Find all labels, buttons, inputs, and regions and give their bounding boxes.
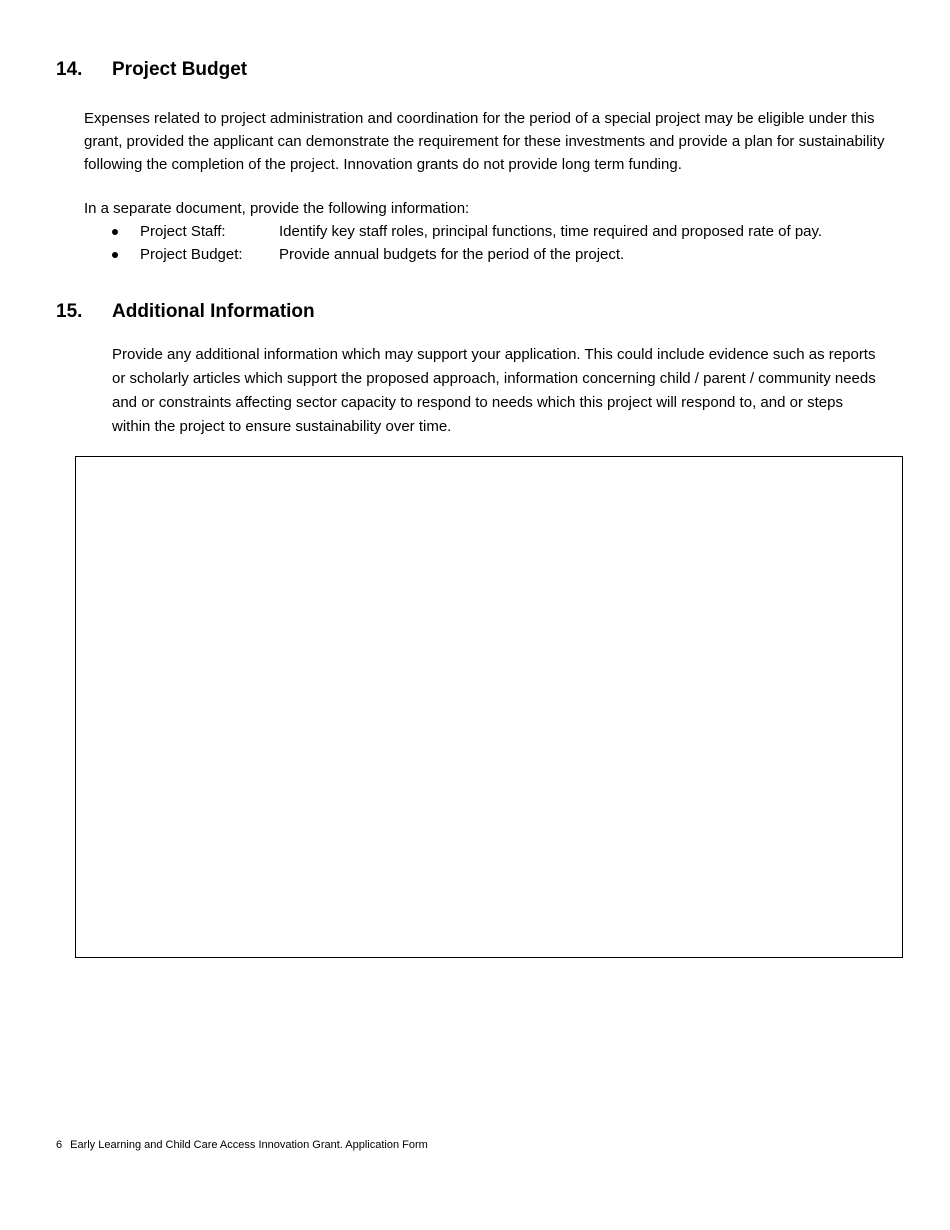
- footer-document-title: Early Learning and Child Care Access Innovation Grant. Application Form: [70, 1139, 428, 1151]
- section-14-number: 14.: [56, 59, 83, 80]
- bullet-description: Identify key staff roles, principal functions, time required and proposed rate of pay.: [279, 223, 823, 240]
- section-15-paragraph: Provide any additional information which may support your application. This could include evidence such as reports or scholarly articles which support the proposed approach, information concerning child / parent / community needs and or constraints affecting sector capacity to respond to needs which this project will respond to, and or steps within the project to ensure sustainability over time.: [112, 346, 876, 435]
- section-15-title: Additional Information: [112, 301, 315, 322]
- bullet-description: Provide annual budgets for the period of the project.: [279, 246, 625, 263]
- section-14-intro: In a separate document, provide the following information:: [84, 200, 470, 217]
- section-14-title: Project Budget: [112, 59, 248, 80]
- bullet-icon: [112, 252, 118, 258]
- page-footer: [56, 1138, 428, 1152]
- section-15-heading: [56, 300, 315, 324]
- bullet-item-project-budget: [84, 243, 904, 266]
- section-14-paragraph: Expenses related to project administration and coordination for the period of a special project may be eligible under this grant, provided the applicant can demonstrate the requirement for these investments and provide a plan for sustainability following the completion of the project. Innovation grants do not provide long term funding.: [84, 110, 885, 173]
- additional-information-response-box[interactable]: [75, 456, 903, 958]
- section-15-number: 15.: [56, 301, 83, 322]
- section-14-heading: [56, 58, 247, 82]
- bullet-item-project-staff: [84, 220, 904, 243]
- bullet-term: Project Staff:: [140, 223, 226, 240]
- section-14-bullet-list: [84, 220, 904, 266]
- bullet-term: Project Budget:: [140, 246, 243, 263]
- footer-page-number: 6: [56, 1139, 63, 1151]
- bullet-icon: [112, 229, 118, 235]
